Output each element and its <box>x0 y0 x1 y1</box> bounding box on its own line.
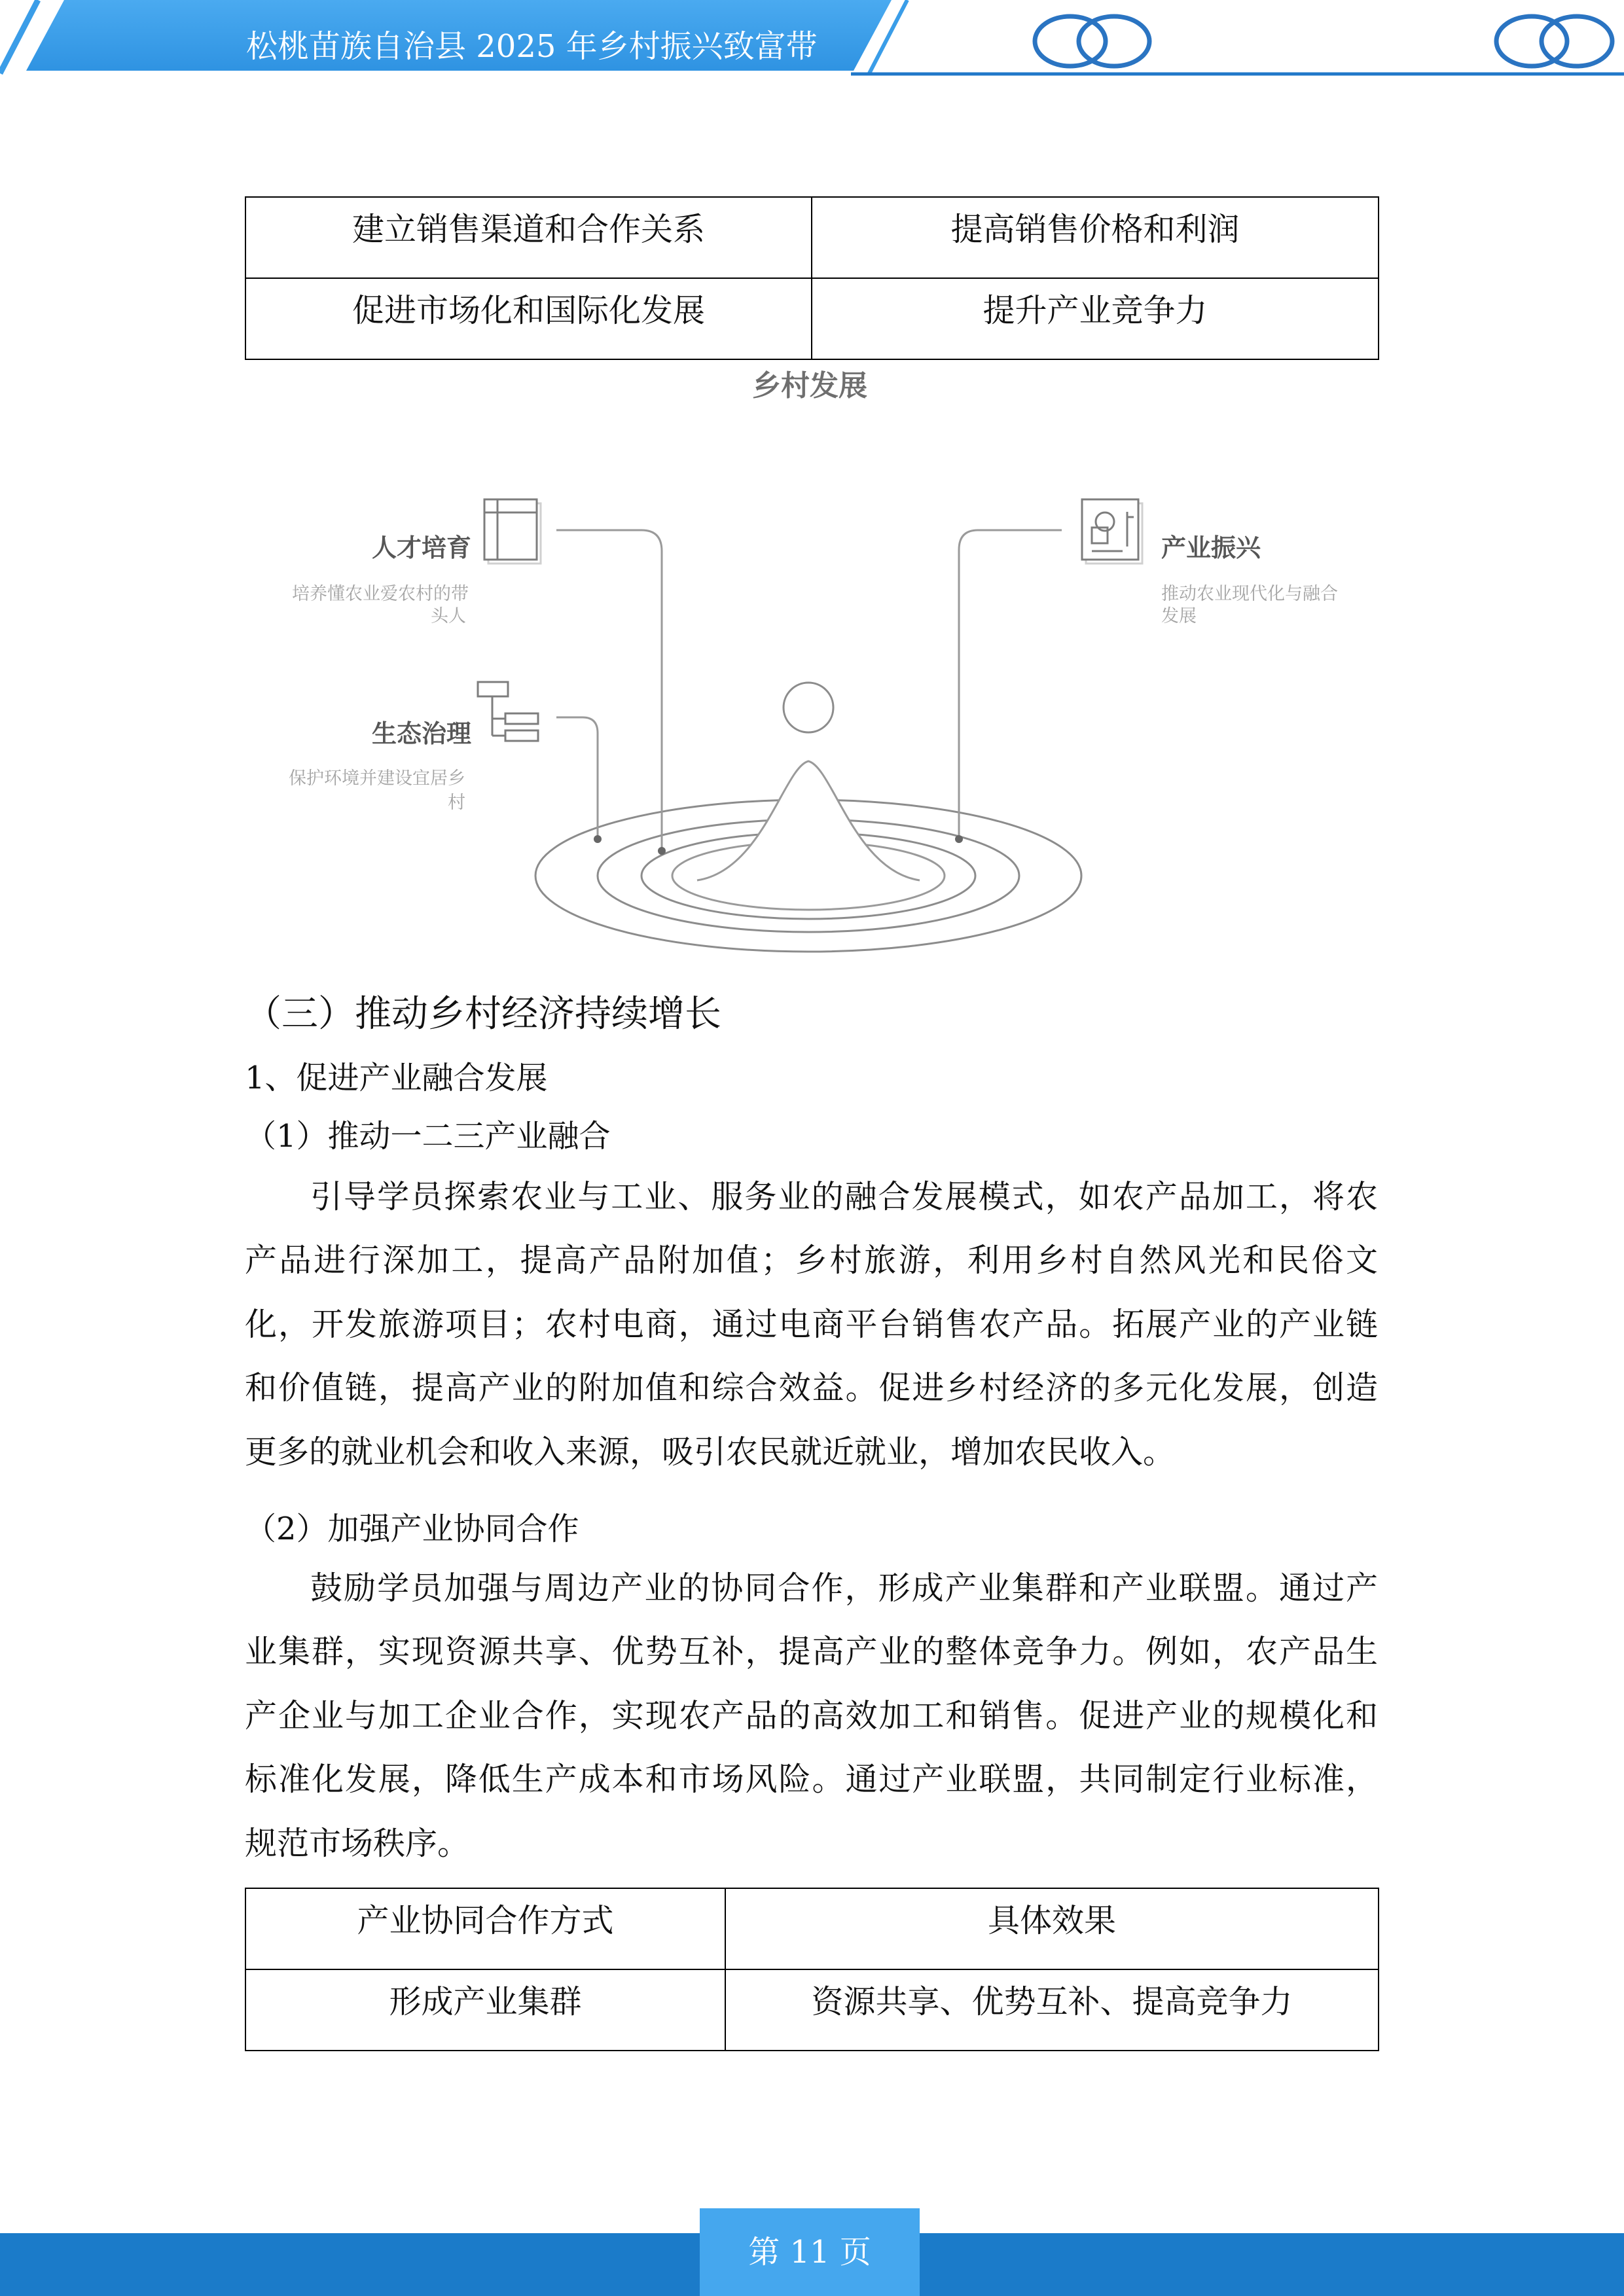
table-cell: 建立销售渠道和合作关系 <box>245 197 812 278</box>
paragraph-line: 规范市场秩序。 <box>245 1824 470 1862</box>
connector-talent <box>556 530 662 851</box>
ecology-desc-line: 村 <box>448 793 465 813</box>
talent-desc-line: 头人 <box>431 606 466 626</box>
industry-desc-line: 推动农业现代化与融合 <box>1161 584 1338 604</box>
talent-desc-line: 培养懂农业爱农村的带 <box>292 584 469 604</box>
paragraph-line: 化，开发旅游项目；农村电商，通过电商平台销售农产品。拓展产业的产业链 <box>245 1305 1378 1343</box>
paragraph-line: 业集群，实现资源共享、优势互补，提高产业的整体竞争力。例如，农产品生 <box>245 1633 1378 1671</box>
diagram-title: 乡村发展 <box>752 369 867 403</box>
sales-table <box>245 196 1379 360</box>
header-title: 松桃苗族自治县 2025 年乡村振兴致富带 <box>246 28 818 65</box>
double-ring-logo-icon <box>1496 16 1612 66</box>
hierarchy-icon <box>478 682 538 741</box>
paragraph <box>245 1165 1378 1484</box>
paragraph-line: 产品进行深加工，提高产品附加值；乡村旅游，利用乡村自然风光和民俗文 <box>245 1242 1378 1280</box>
table-header-cell: 具体效果 <box>725 1888 1379 1969</box>
ecology-desc-line: 保护环境并建设宜居乡 <box>289 768 465 789</box>
connector-dot <box>658 847 666 855</box>
industry-desc-line: 发展 <box>1161 606 1197 626</box>
table-row <box>245 278 1379 359</box>
table-cell: 提高销售价格和利润 <box>812 197 1379 278</box>
subsection-heading: 1、促进产业融合发展 <box>245 1060 548 1096</box>
table-cell: 促进市场化和国际化发展 <box>245 278 812 359</box>
page-number: 第 11 页 <box>700 2208 920 2296</box>
paragraph-line: 标准化发展，降低生产成本和市场风险。通过产业联盟，共同制定行业标准， <box>245 1761 1378 1799</box>
document-chart-icon <box>1082 499 1142 564</box>
paragraph-line: 鼓励学员加强与周边产业的协同合作，形成产业集群和产业联盟。通过产 <box>310 1570 1378 1607</box>
paragraph-line: 更多的就业机会和收入来源，吸引农民就近就业，增加农民收入。 <box>245 1433 1176 1471</box>
table-cell: 提升产业竞争力 <box>812 278 1379 359</box>
connector-dot <box>955 835 963 843</box>
table-header-cell: 产业协同合作方式 <box>245 1888 725 1969</box>
table-row <box>245 1969 1379 2051</box>
paragraph-line: 引导学员探索农业与工业、服务业的融合发展模式，如农产品加工，将农 <box>310 1178 1378 1215</box>
paragraph-line: 和价值链，提高产业的附加值和综合效益。促进乡村经济的多元化发展，创造 <box>245 1369 1378 1407</box>
cooperation-table <box>245 1888 1379 2051</box>
peak-shape-fill <box>697 761 920 880</box>
ecology-label: 生态治理 <box>371 719 471 748</box>
connector-ecology <box>556 717 598 839</box>
paragraph-line: 产企业与加工企业合作，实现农产品的高效加工和销售。促进产业的规模化和 <box>245 1696 1378 1734</box>
connector-industry <box>959 530 1062 839</box>
item-title: （2）加强产业协同合作 <box>245 1511 579 1547</box>
table-header-row <box>245 1888 1379 1969</box>
talent-label: 人才培育 <box>371 533 471 562</box>
table-row <box>245 197 1379 278</box>
table-icon <box>484 499 541 564</box>
table-cell: 形成产业集群 <box>245 1969 725 2051</box>
industry-label: 产业振兴 <box>1161 533 1261 562</box>
paragraph <box>245 1556 1378 1875</box>
double-ring-logo-icon <box>1035 16 1149 66</box>
table-cell: 资源共享、优势互补、提高竞争力 <box>725 1969 1379 2051</box>
connector-dot <box>594 835 602 843</box>
person-head-icon <box>784 683 833 732</box>
item-title: （1）推动一二三产业融合 <box>245 1118 611 1155</box>
rural-development-diagram <box>0 393 1624 969</box>
section-heading: （三）推动乡村经济持续增长 <box>245 993 721 1035</box>
